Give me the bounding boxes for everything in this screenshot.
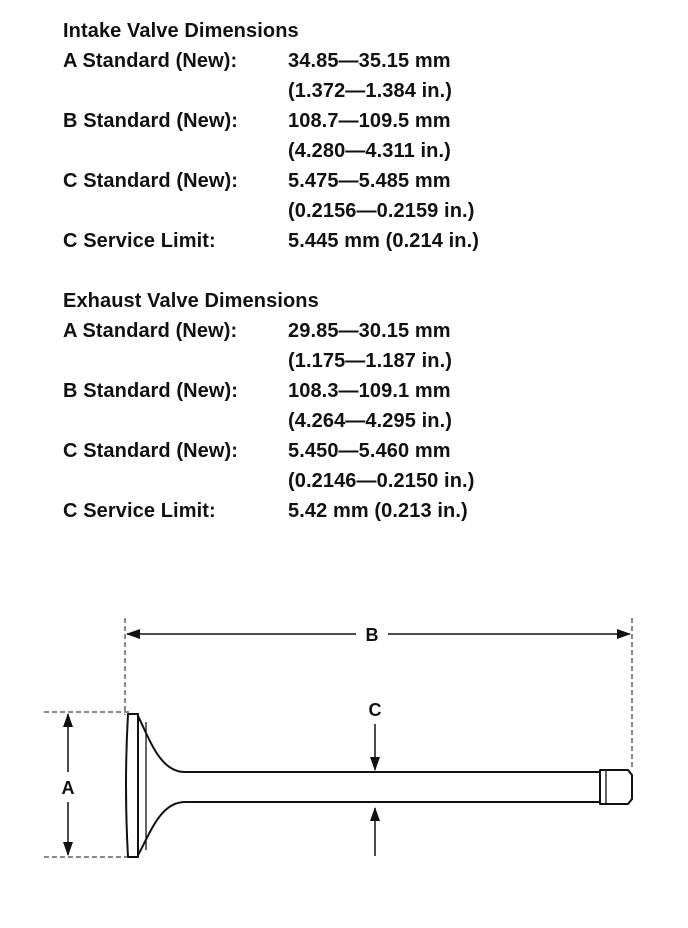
spec-row xyxy=(63,496,468,526)
spec-value: 108.7—109.5 mm xyxy=(288,110,451,132)
exhaust-specs xyxy=(63,286,475,526)
spec-label: C Service Limit: xyxy=(63,230,216,252)
spec-label: C Service Limit: xyxy=(63,500,216,522)
dimension-label-b: B xyxy=(365,625,379,645)
spec-row xyxy=(63,376,451,406)
spec-row xyxy=(63,106,451,136)
spec-row xyxy=(63,346,453,376)
spec-row xyxy=(63,46,451,76)
valve-drawing xyxy=(126,714,632,857)
spec-value: 5.475—5.485 mm xyxy=(288,170,451,192)
spec-label: B Standard (New): xyxy=(63,110,239,132)
spec-label: A Standard (New): xyxy=(63,320,238,342)
spec-row xyxy=(63,166,451,196)
spec-row xyxy=(63,136,451,166)
spec-value: (1.372—1.384 in.) xyxy=(288,80,453,102)
spec-value: 34.85—35.15 mm xyxy=(288,50,451,72)
valve-head xyxy=(126,714,138,857)
spec-row xyxy=(63,226,479,256)
spec-row xyxy=(63,466,475,496)
spec-label: C Standard (New): xyxy=(63,440,239,462)
spec-row xyxy=(63,76,453,106)
valve-diagram xyxy=(0,600,688,900)
spec-value: 5.450—5.460 mm xyxy=(288,440,451,462)
spec-row xyxy=(63,406,453,436)
spec-row xyxy=(63,316,451,346)
spec-value: (4.280—4.311 in.) xyxy=(288,140,451,162)
spec-row xyxy=(63,196,475,226)
valve-stem-outline xyxy=(138,716,632,855)
spec-value: (1.175—1.187 in.) xyxy=(288,350,453,372)
spec-value: (0.2146—0.2150 in.) xyxy=(288,470,475,492)
spec-value: 108.3—109.1 mm xyxy=(288,380,451,402)
spec-row xyxy=(63,436,451,466)
spec-value: 29.85—30.15 mm xyxy=(288,320,451,342)
spec-value: (4.264—4.295 in.) xyxy=(288,410,453,432)
spec-label: C Standard (New): xyxy=(63,170,239,192)
spec-label: A Standard (New): xyxy=(63,50,238,72)
spec-value: 5.42 mm (0.213 in.) xyxy=(288,500,468,522)
spec-value: 5.445 mm (0.214 in.) xyxy=(288,230,479,252)
exhaust-title: Exhaust Valve Dimensions xyxy=(63,290,319,312)
dimension-label-a: A xyxy=(61,778,75,798)
dimension-label-c: C xyxy=(368,700,382,720)
intake-specs xyxy=(63,16,479,256)
spec-label: B Standard (New): xyxy=(63,380,239,402)
intake-title: Intake Valve Dimensions xyxy=(63,20,299,42)
spec-value: (0.2156—0.2159 in.) xyxy=(288,200,475,222)
